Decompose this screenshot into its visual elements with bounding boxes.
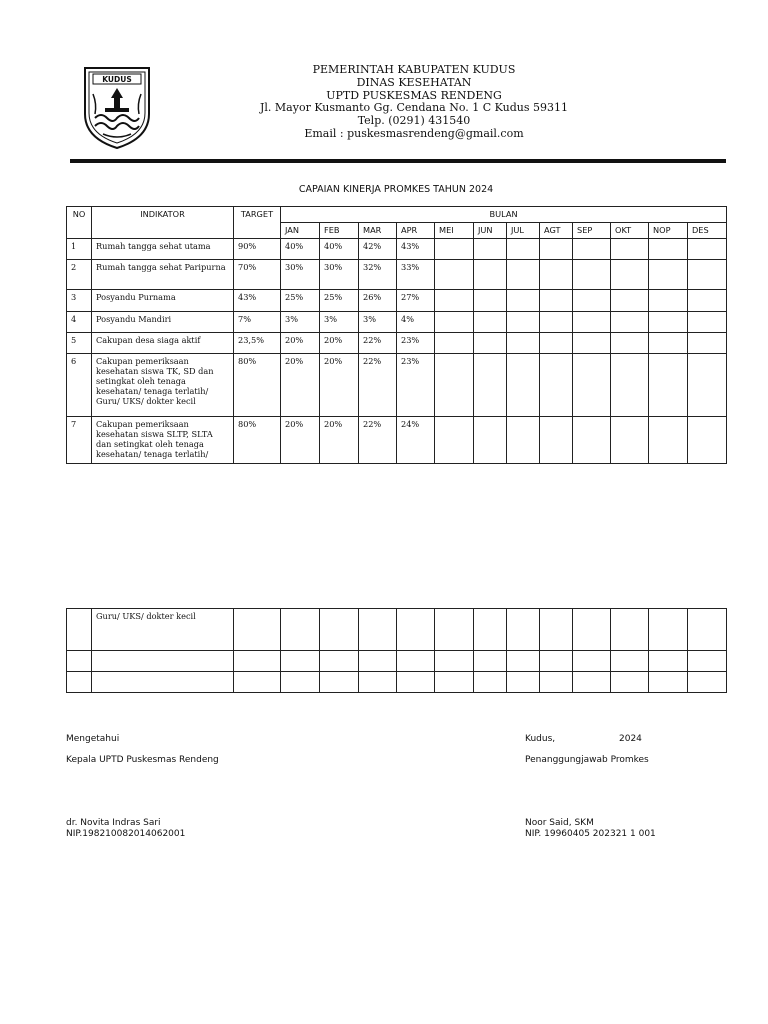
target-value: 80% — [234, 417, 281, 464]
table-row — [67, 651, 727, 672]
month-value-mar: 42% — [359, 239, 397, 260]
header-no: NO — [67, 207, 92, 239]
month-value-jan: 20% — [281, 354, 320, 417]
row-number: 7 — [67, 417, 92, 464]
letterhead-phone: Telp. (0291) 431540 — [357, 114, 471, 128]
month-value-sep — [573, 239, 611, 260]
month-header-jun: JUN — [474, 223, 507, 239]
month-header-sep: SEP — [573, 223, 611, 239]
header-indikator: INDIKATOR — [92, 207, 234, 239]
month-value-mar: 22% — [359, 354, 397, 417]
month-value-nop — [649, 333, 688, 354]
letterhead-government: PEMERINTAH KABUPATEN KUDUS — [312, 63, 516, 76]
month-value-okt — [611, 312, 649, 333]
indicator-name: Posyandu Mandiri — [92, 312, 234, 333]
month-value-jan: 3% — [281, 312, 320, 333]
month-value-empty — [281, 672, 320, 693]
month-value-sep — [573, 333, 611, 354]
month-value-jun — [474, 354, 507, 417]
target-value: 23,5% — [234, 333, 281, 354]
month-value-jun — [474, 260, 507, 290]
header-target: TARGET — [234, 207, 281, 239]
month-value-empty — [474, 651, 507, 672]
month-value-feb: 40% — [320, 239, 359, 260]
month-value-agt — [540, 333, 573, 354]
target-value: 90% — [234, 239, 281, 260]
month-value-jul — [507, 417, 540, 464]
month-value-jul — [507, 290, 540, 312]
month-value-empty — [320, 672, 359, 693]
month-value-empty — [540, 672, 573, 693]
month-header-apr: APR — [397, 223, 435, 239]
logo-label: KUDUS — [102, 75, 132, 84]
row-number: 5 — [67, 333, 92, 354]
target-value: 43% — [234, 290, 281, 312]
month-value-mei — [435, 354, 474, 417]
indicator-name: Cakupan pemeriksaan kesehatan siswa SLTP, SLTA dan setingkat oleh tenaga kesehatan/ tenaga terlatih/ — [92, 417, 234, 464]
month-value-des — [688, 312, 727, 333]
table-row — [67, 290, 727, 312]
month-value-agt — [540, 354, 573, 417]
month-header-mei: MEI — [435, 223, 474, 239]
month-value-empty — [397, 672, 435, 693]
month-value-empty — [281, 609, 320, 651]
month-value-apr: 4% — [397, 312, 435, 333]
month-value-jul — [507, 333, 540, 354]
month-header-mar: MAR — [359, 223, 397, 239]
month-value-mar: 32% — [359, 260, 397, 290]
letterhead-address: Jl. Mayor Kusmanto Gg. Cendana No. 1 C Kudus 59311 — [260, 101, 568, 115]
month-value-jun — [474, 333, 507, 354]
month-value-feb: 20% — [320, 354, 359, 417]
table-row — [67, 260, 727, 290]
month-value-empty — [540, 651, 573, 672]
month-value-mei — [435, 333, 474, 354]
left-name: dr. Novita Indras Sari — [66, 818, 161, 828]
left-acknowledgement: Mengetahui — [66, 734, 120, 744]
month-value-sep — [573, 417, 611, 464]
letterhead-divider — [70, 159, 726, 163]
month-value-empty — [320, 609, 359, 651]
month-value-feb: 30% — [320, 260, 359, 290]
table-row — [67, 354, 727, 417]
month-header-jul: JUL — [507, 223, 540, 239]
kudus-emblem-logo — [79, 64, 155, 150]
month-value-nop — [649, 260, 688, 290]
month-value-feb: 3% — [320, 312, 359, 333]
month-value-jun — [474, 312, 507, 333]
right-year: 2024 — [619, 734, 642, 744]
letterhead — [230, 64, 598, 141]
month-value-empty — [435, 609, 474, 651]
month-value-feb: 25% — [320, 290, 359, 312]
month-value-empty — [507, 651, 540, 672]
table-row — [67, 333, 727, 354]
month-value-agt — [540, 417, 573, 464]
month-value-des — [688, 417, 727, 464]
month-value-empty — [611, 672, 649, 693]
month-header-des: DES — [688, 223, 727, 239]
indicator-name — [92, 651, 234, 672]
left-position: Kepala UPTD Puskesmas Rendeng — [66, 755, 219, 765]
target-value — [234, 672, 281, 693]
header-bulan: BULAN — [281, 207, 727, 223]
row-number: 2 — [67, 260, 92, 290]
month-value-okt — [611, 354, 649, 417]
month-value-empty — [474, 672, 507, 693]
month-value-jun — [474, 239, 507, 260]
target-value: 7% — [234, 312, 281, 333]
month-value-empty — [507, 609, 540, 651]
letterhead-department: DINAS KESEHATAN — [356, 75, 472, 89]
month-value-nop — [649, 312, 688, 333]
month-value-sep — [573, 354, 611, 417]
month-value-agt — [540, 260, 573, 290]
month-value-mei — [435, 239, 474, 260]
month-value-sep — [573, 290, 611, 312]
month-value-empty — [507, 672, 540, 693]
month-value-jul — [507, 312, 540, 333]
month-value-mar: 22% — [359, 333, 397, 354]
month-value-okt — [611, 239, 649, 260]
indicator-name: Cakupan desa siaga aktif — [92, 333, 234, 354]
month-value-apr: 23% — [397, 333, 435, 354]
month-value-mei — [435, 260, 474, 290]
performance-table-continued — [66, 608, 727, 693]
month-value-empty — [474, 609, 507, 651]
row-number: 3 — [67, 290, 92, 312]
month-value-sep — [573, 312, 611, 333]
month-value-empty — [611, 609, 649, 651]
month-value-agt — [540, 290, 573, 312]
month-header-feb: FEB — [320, 223, 359, 239]
month-value-empty — [397, 609, 435, 651]
month-value-agt — [540, 239, 573, 260]
month-value-empty — [688, 651, 727, 672]
indicator-name: Rumah tangga sehat utama — [92, 239, 234, 260]
month-value-okt — [611, 333, 649, 354]
month-value-mar: 26% — [359, 290, 397, 312]
row-number: 1 — [67, 239, 92, 260]
right-nip: NIP. 19960405 202321 1 001 — [525, 829, 656, 839]
month-value-empty — [281, 651, 320, 672]
target-value: 80% — [234, 354, 281, 417]
month-value-nop — [649, 354, 688, 417]
month-value-jan: 25% — [281, 290, 320, 312]
month-value-apr: 24% — [397, 417, 435, 464]
month-value-jan: 40% — [281, 239, 320, 260]
right-name: Noor Said, SKM — [525, 818, 594, 828]
month-value-jan: 20% — [281, 333, 320, 354]
month-value-jan: 20% — [281, 417, 320, 464]
performance-table — [66, 206, 727, 464]
month-value-empty — [649, 672, 688, 693]
month-value-jul — [507, 260, 540, 290]
month-value-empty — [649, 651, 688, 672]
month-value-empty — [435, 672, 474, 693]
target-value: 70% — [234, 260, 281, 290]
month-value-jul — [507, 354, 540, 417]
month-value-empty — [649, 609, 688, 651]
indicator-name — [92, 672, 234, 693]
indicator-name: Guru/ UKS/ dokter kecil — [92, 609, 234, 651]
month-value-empty — [688, 609, 727, 651]
month-value-empty — [540, 609, 573, 651]
letterhead-email: Email : puskesmasrendeng@gmail.com — [304, 126, 524, 140]
month-value-empty — [573, 672, 611, 693]
document-title: CAPAIAN KINERJA PROMKES TAHUN 2024 — [298, 184, 494, 195]
month-value-empty — [359, 651, 397, 672]
month-value-apr: 27% — [397, 290, 435, 312]
right-place: Kudus, — [525, 734, 556, 744]
month-value-des — [688, 290, 727, 312]
month-value-okt — [611, 260, 649, 290]
month-header-jan: JAN — [281, 223, 320, 239]
month-value-empty — [688, 672, 727, 693]
month-value-empty — [320, 651, 359, 672]
month-value-jun — [474, 290, 507, 312]
letterhead-unit: UPTD PUSKESMAS RENDENG — [326, 88, 502, 102]
row-number — [67, 672, 92, 693]
month-value-jan: 30% — [281, 260, 320, 290]
table-row — [67, 312, 727, 333]
month-value-agt — [540, 312, 573, 333]
month-value-empty — [611, 651, 649, 672]
target-value — [234, 651, 281, 672]
month-value-apr: 43% — [397, 239, 435, 260]
month-header-agt: AGT — [540, 223, 573, 239]
indicator-name: Rumah tangga sehat Paripurna — [92, 260, 234, 290]
month-value-apr: 23% — [397, 354, 435, 417]
month-value-mar: 22% — [359, 417, 397, 464]
month-value-empty — [435, 651, 474, 672]
month-value-nop — [649, 239, 688, 260]
table-row — [67, 417, 727, 464]
month-value-jul — [507, 239, 540, 260]
month-value-okt — [611, 290, 649, 312]
right-position: Penanggungjawab Promkes — [525, 755, 649, 765]
row-number — [67, 609, 92, 651]
month-value-mei — [435, 312, 474, 333]
month-value-empty — [397, 651, 435, 672]
indicator-name: Posyandu Purnama — [92, 290, 234, 312]
table-row — [67, 672, 727, 693]
month-value-des — [688, 239, 727, 260]
month-value-empty — [573, 651, 611, 672]
month-header-nop: NOP — [649, 223, 688, 239]
month-value-des — [688, 260, 727, 290]
table-row — [67, 239, 727, 260]
target-value — [234, 609, 281, 651]
month-value-nop — [649, 417, 688, 464]
month-value-nop — [649, 290, 688, 312]
row-number: 4 — [67, 312, 92, 333]
left-nip: NIP.198210082014062001 — [66, 829, 186, 839]
row-number: 6 — [67, 354, 92, 417]
month-value-des — [688, 333, 727, 354]
month-value-mei — [435, 290, 474, 312]
month-value-des — [688, 354, 727, 417]
month-value-apr: 33% — [397, 260, 435, 290]
indicator-name: Cakupan pemeriksaan kesehatan siswa TK, SD dan setingkat oleh tenaga kesehatan/ tenaga terlatih/ Guru/ UKS/ dokter kecil — [92, 354, 234, 417]
table-row — [67, 609, 727, 651]
month-value-okt — [611, 417, 649, 464]
month-header-okt: OKT — [611, 223, 649, 239]
month-value-jun — [474, 417, 507, 464]
month-value-mar: 3% — [359, 312, 397, 333]
month-value-empty — [359, 672, 397, 693]
row-number — [67, 651, 92, 672]
month-value-sep — [573, 260, 611, 290]
month-value-feb: 20% — [320, 417, 359, 464]
month-value-empty — [573, 609, 611, 651]
month-value-mei — [435, 417, 474, 464]
month-value-feb: 20% — [320, 333, 359, 354]
month-value-empty — [359, 609, 397, 651]
